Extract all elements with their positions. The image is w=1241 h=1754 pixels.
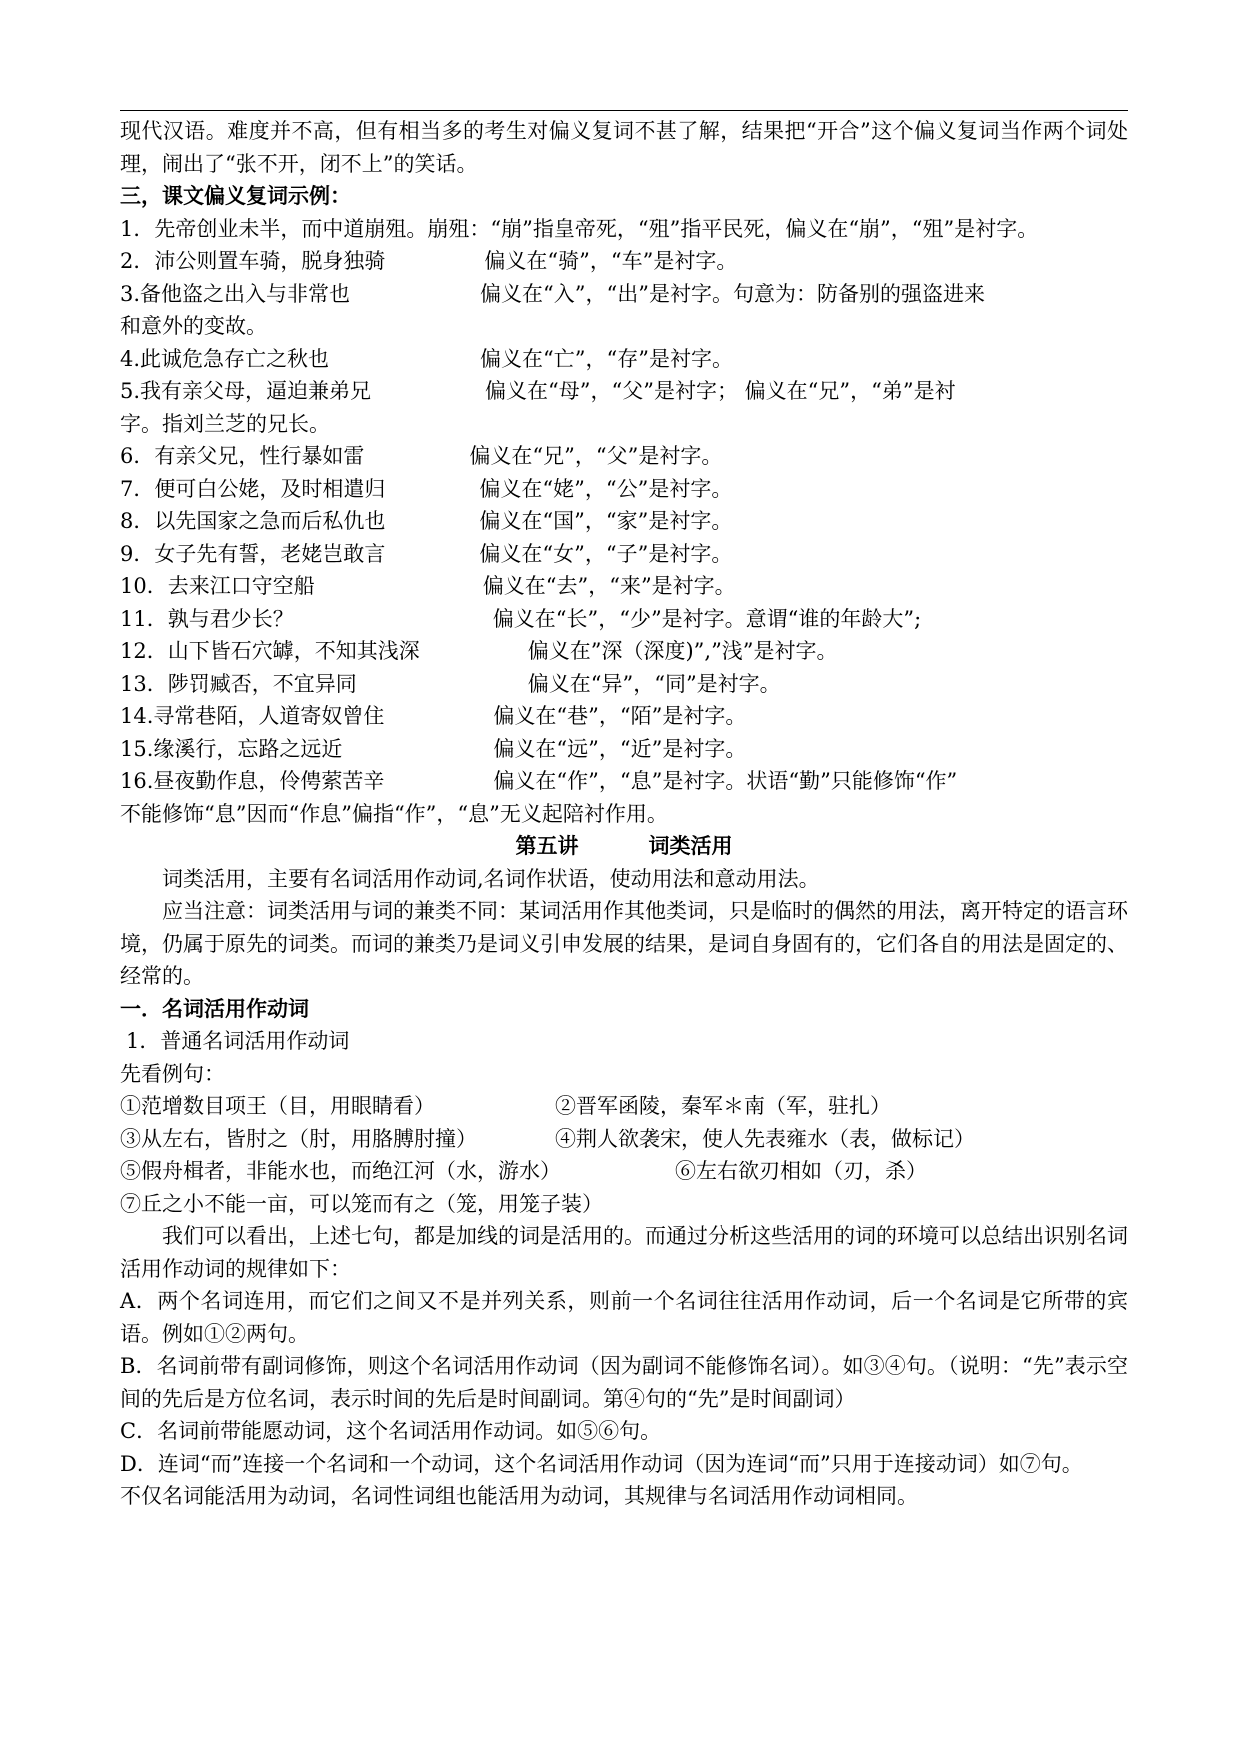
example-item [120,213,1128,246]
item-number: 13． [120,671,168,696]
lecture-intro: 词类活用，主要有名词活用作动词,名词作状语，使动用法和意动用法。 [162,866,820,891]
item-phrase: 有亲父兄，性行暴如雷 [154,444,365,468]
lecture-topic: 词类活用 [648,833,733,858]
example-row [120,1090,1128,1123]
example-sentence: ⑤假舟楫者，非能水也，而绝江河（水，游水） [120,1159,561,1183]
example-item [120,505,1128,538]
analysis-paragraph: 我们可以看出，上述七句，都是加线的词是活用的。而通过分析这些活用的词的环境可以总结出识别名词活用作动词的规律如下： [120,1224,1128,1281]
example-item [120,375,1128,408]
item-note: 偏义在“国”，“家”是衬字。 [479,509,733,533]
item-number: 3. [120,281,141,306]
header-rule [120,110,1128,111]
item-note: 偏义在“去”，“来”是衬字。 [482,574,736,598]
rule-a: A．两个名词连用，而它们之间又不是并列关系，则前一个名词往往活用作动词，后一个名词是它所带的宾语。例如①②两句。 [120,1289,1128,1346]
example-row [120,1155,1128,1188]
item-phrase: 此诚危急存亡之秋也 [140,346,330,371]
example-row [120,1123,1128,1156]
item-phrase: 山下皆石穴罅，不知其浅深 [167,639,420,663]
item-note: 偏义在“姥”，“公”是衬字。 [479,476,733,501]
example-item [120,245,1128,278]
item-note: 崩殂：“崩”指皇帝死，“殂”指平民死，偏义在“崩”，“殂”是衬字。 [427,216,1039,241]
example-row [120,1188,1128,1221]
example-item [120,603,1128,636]
intro-paragraph: 现代汉语。难度并不高，但有相当多的考生对偏义复词不甚了解，结果把“开合”这个偏义复词当作两个词处理，闹出了“张不开，闭不上”的笑话。 [120,119,1128,176]
item-note: 偏义在“长”，“少”是衬字。意谓“谁的年龄大”; [492,606,922,631]
item-note: 偏义在“异”，“同”是衬字。 [527,671,781,696]
example-item [120,538,1128,571]
item-note: 偏义在“入”，“出”是衬字。句意为：防备别的强盗进来 [480,281,985,306]
item-number: 1． [120,216,155,241]
item-note: 偏义在“女”，“子”是衬字。 [479,541,733,566]
example-item [120,733,1128,766]
item-number: 16. [120,769,154,793]
item-note: 偏义在“骑”，“车”是衬字。 [484,249,738,273]
item-number: 12． [120,639,168,663]
item-note: 偏义在“兄”，“父”是衬字。 [469,444,723,468]
example-item [120,473,1128,506]
example-list [120,213,1128,831]
lecture-note: 应当注意：词类活用与词的兼类不同：某词活用作其他类词，只是临时的偶然的用法，离开特定的语言环境，仍属于原先的词类。而词的兼类乃是词义引申发展的结果，是词自身固有的，它们各自的用法是固定的、经常的。 [120,899,1128,988]
item-note-continued: 不能修饰“息”因而“作息”偏指“作”，“息”无义起陪衬作用。 [120,801,668,826]
rule-b: B．名词前带有副词修饰，则这个名词活用作动词（因为副词不能修饰名词）。如③④句。（说明：“先”表示空间的先后是方位名词，表示时间的先后是时间副词。第④句的“先”是时间副词） [120,1354,1128,1411]
example-sentence: ⑦丘之小不能一亩，可以笼而有之（笼，用笼子装） [120,1191,603,1216]
item-phrase: 先帝创业未半，而中道崩殂。 [154,216,428,241]
item-number: 6． [120,444,155,468]
item-number: 5. [120,379,141,403]
item-number: 2． [120,249,155,273]
item-number: 10． [120,574,168,598]
item-number: 11． [120,606,168,631]
section3-heading: 三，课文偏义复词示例： [120,183,351,208]
look-label: 先看例句： [120,1061,225,1086]
example-item [120,765,1128,798]
item-phrase: 缘溪行，忘路之远近 [153,736,343,761]
example-item [120,278,1128,311]
item-note: 偏义在“亡”，“存”是衬字。 [480,346,733,371]
item-note-continued: 和意外的变故。 [120,314,267,338]
item-number: 14. [120,704,154,728]
item-phrase: 寻常巷陌，人道寄奴曾住 [153,704,385,728]
example-item [120,440,1128,473]
example-sentence: ⑥左右欲刃相如（刃，杀） [675,1159,927,1183]
item-number: 8． [120,509,155,533]
rule-c: C．名词前带能愿动词，这个名词活用作动词。如⑤⑥句。 [120,1419,662,1443]
item-phrase: 备他盗之出入与非常也 [140,281,351,306]
example-item [120,635,1128,668]
item-note: 偏义在“母”，“父”是衬字； 偏义在“兄”，“弟”是衬 [485,379,956,403]
item-phrase: 便可白公姥，及时相遣归 [154,476,386,501]
example-item [120,343,1128,376]
item-note-continued: 字。指刘兰芝的兄长。 [120,411,330,436]
document-page [120,110,1128,1513]
example-sentence: ③从左右，皆肘之（肘，用胳膊肘撞） [120,1126,477,1151]
item-number: 4. [120,346,141,371]
lecture-number: 第五讲 [515,833,579,858]
item-phrase: 以先国家之急而后私仇也 [154,509,386,533]
item-phrase: 女子先有誓，老姥岂敢言 [154,541,386,566]
item-phrase: 沛公则置车骑，脱身独骑 [154,249,386,273]
item-note: 偏义在”深（深度)”,”浅”是衬字。 [527,639,838,663]
example-item [120,570,1128,603]
item-phrase: 孰与君少长？ [167,606,294,631]
sub-heading: 1．普通名词活用作动词 [126,1029,350,1053]
item-note: 偏义在“作”，“息”是衬字。状语“勤”只能修饰“作” [493,769,958,793]
example-item [120,668,1128,701]
item-note: 偏义在“巷”，“陌”是衬字。 [493,704,747,728]
item-phrase: 陟罚臧否，不宜异同 [167,671,357,696]
example-item [120,700,1128,733]
item-note: 偏义在“远”，“近”是衬字。 [493,736,747,761]
example-sentence: ④荆人欲袭宋，使人先表雍水（表，做标记） [555,1126,975,1151]
item-phrase: 去来江口守空船 [167,574,315,598]
lecture-title [120,830,1128,863]
item-number: 15. [120,736,154,761]
item-number: 7． [120,476,155,501]
example-sentence: ②晋军函陵，秦军＊南（军，驻扎） [555,1094,891,1118]
item-phrase: 我有亲父母，逼迫兼弟兄 [140,379,372,403]
rule-d: D．连词“而”连接一个名词和一个动词，这个名词活用作动词（因为连词“而”只用于连接动词）如⑦句。 [120,1451,1083,1476]
item-phrase: 昼夜勤作息，伶俜萦苦辛 [153,769,385,793]
subsection-heading: 一．名词活用作动词 [120,995,309,1021]
example-sentence: ①范增数目项王（目，用眼睛看） [120,1094,435,1118]
item-number: 9． [120,541,155,566]
closing-paragraph: 不仅名词能活用为动词，名词性词组也能活用为动词，其规律与名词活用作动词相同。 [120,1484,918,1508]
